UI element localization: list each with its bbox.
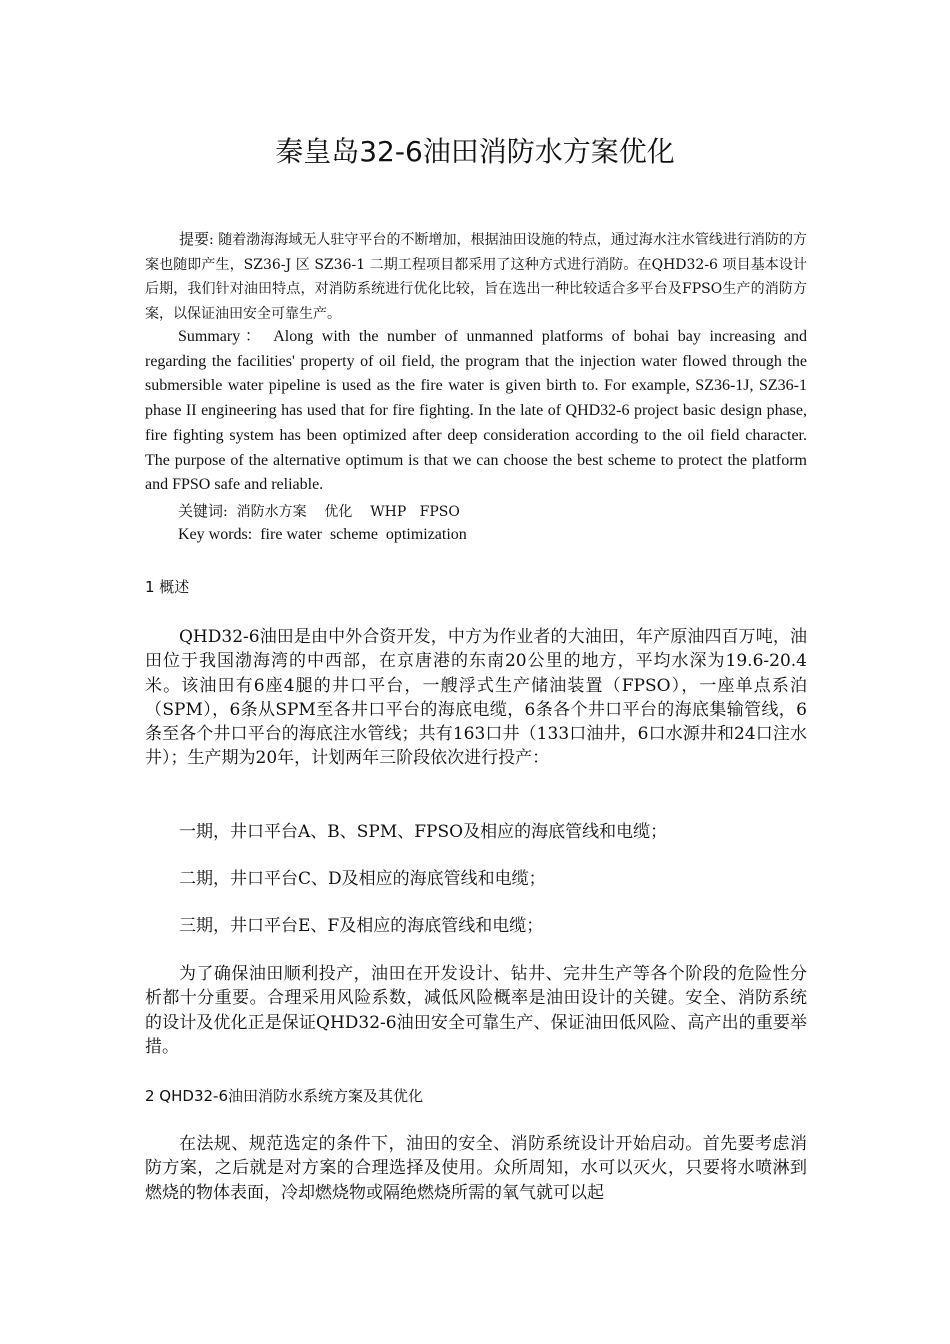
section-2-heading: 2 QHD32-6油田消防水系统方案及其优化: [145, 1087, 423, 1105]
section-1-paragraph-1: QHD32-6油田是由中外合资开发，中方为作业者的大油田，年产原油四百万吨，油田位于我国渤海湾的中西部，在京唐港的东南20公里的地方，平均水深为19.6-20.4米。该油田有6座4腿的井口平台，一艘浮式生产储油装置（FPSO），一座单点系泊（SPM），6条从SPM至各井口平台的海底电缆，6条各个井口平台的海底集输管线，6条至各个井口平台的海底注水管线；共有163口井（133口油井，6口水源井和24口注水井）；生产期为20年，计划两年三阶段依次进行投产：: [145, 627, 807, 769]
section-1-phase-3: 三期，井口平台E、F及相应的海底管线和电缆；: [179, 916, 544, 936]
summary-text: ： Along with the number of unmanned platforms of bohai bay increasing and regarding the facilities' property of oil field, the program that the injection water flowed through the submersible water pipeline is used as the fire water is given birth to. For example, SZ36-1J, SZ36-1 phase II engineering has used that for fire fighting. In the late of QHD32-6 project basic design phase, fire fighting system has been optimized after deep consideration according to the oil field character. The purpose of the alternative optimum is that we can choose the best scheme to protect the platform and FPSO safe and reliable.: [145, 328, 807, 494]
abstract-label: 提要: [179, 230, 210, 248]
abstract-chinese: [145, 227, 807, 326]
keywords-text: : 消防水方案 优化 WHP FPSO: [223, 504, 460, 520]
section-1-heading: 1 概述: [145, 578, 190, 596]
document-title: 秦皇岛32-6油田消防水方案优化: [275, 135, 675, 168]
section-1-phase-2: 二期，井口平台C、D及相应的海底管线和电缆；: [179, 869, 546, 889]
keywords-chinese: [178, 499, 460, 524]
section-2-paragraph-1: 在法规、规范选定的条件下，油田的安全、消防系统设计开始启动。首先要考虑消防方案，之后就是对方案的合理选择及使用。众所周知，水可以灭火，只要将水喷淋到燃烧的物体表面，冷却燃烧物或隔绝燃烧所需的氧气就可以起: [145, 1134, 807, 1203]
section-1-phase-1: 一期，井口平台A、B、SPM、FPSO及相应的海底管线和电缆；: [179, 822, 668, 842]
section-1-paragraph-2: 为了确保油田顺利投产，油田在开发设计、钻井、完井生产等各个阶段的危险性分析都十分重要。合理采用风险系数，减低风险概率是油田设计的关键。安全、消防系统的设计及优化正是保证QHD32-6油田安全可靠生产、保证油田低风险、高产出的重要举措。: [145, 964, 807, 1057]
abstract-text: : 随着渤海海域无人驻守平台的不断增加，根据油田设施的特点，通过海水注水管线进行消防的方案也随即产生，SZ36-J 区 SZ36-1 二期工程项目都采用了这种方式进行消防。在QHD32-6 项目基本设计后期，我们针对油田特点，对消防系统进行优化比较，旨在选出一种比较适合多平台及FPSO生产的消防方案，以保证油田安全可靠生产。: [145, 232, 807, 322]
keywords-english: Key words: fire water scheme optimization: [178, 526, 467, 543]
abstract-english: [145, 325, 807, 498]
summary-label: Summary: [178, 328, 241, 345]
keywords-label: 关键词: [178, 502, 224, 520]
